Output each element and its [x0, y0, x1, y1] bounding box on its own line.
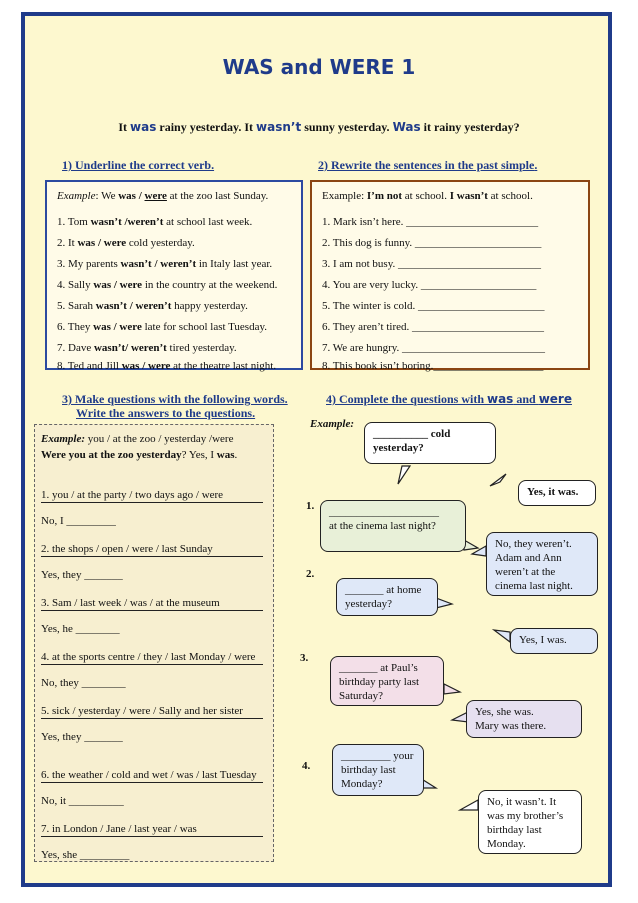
section3-prompt: 4. at the sports centre / they / last Monday / were	[41, 651, 256, 663]
section3-answer: Yes, she _________	[41, 849, 130, 861]
section3-answer: No, I _________	[41, 515, 116, 527]
section2-item: 7. We are hungry. __________________________	[322, 342, 546, 354]
section3-prompt: 5. sick / yesterday / were / Sally and her sister	[41, 705, 243, 717]
section3-prompt: 2. the shops / open / were / last Sunday	[41, 543, 213, 555]
section1-item: 5. Sarah wasn’t / weren’t happy yesterday.	[57, 300, 248, 312]
question-number: 3.	[300, 652, 309, 664]
section2-item: 8. This book isn’t boring.____________________	[322, 360, 544, 372]
answer-bubble-2: Yes, I was.	[510, 628, 598, 654]
example-answer-bubble: Yes, it was.	[518, 480, 596, 506]
section2-item: 4. You are very lucky. _____________________	[322, 279, 537, 291]
section3-prompt: 1. you / at the party / two days ago / were	[41, 489, 224, 501]
section1-heading: 1) Underline the correct verb.	[62, 158, 215, 172]
section1-item: 8. Ted and Jill was / were at the theatre last night.	[57, 360, 277, 372]
section2-example: Example: I’m not at school. I wasn’t at school.	[322, 190, 533, 202]
section2-item: 2. This dog is funny. _______________________	[322, 237, 542, 249]
subtitle: It was rainy yesterday. It wasn’t sunny yesterday. Was it rainy yesterday?	[118, 120, 520, 134]
question-bubble-1: ____________________ at the cinema last night?	[320, 500, 466, 552]
section3-answer: Yes, he ________	[41, 623, 120, 635]
section3-example-answer: Were you at the zoo yesterday? Yes, I was.	[41, 449, 238, 461]
question-number: 2.	[306, 568, 315, 580]
section1-example: Example: We was / were at the zoo last Sunday.	[57, 190, 269, 202]
question-bubble-3: _______ at Paul’s birthday party last Saturday?	[330, 656, 444, 706]
section1-item: 6. They was / were late for school last Tuesday.	[57, 321, 268, 333]
question-bubble-2: _______ at home yesterday?	[336, 578, 438, 616]
question-number: 4.	[302, 760, 311, 772]
answer-bubble-4: No, it wasn’t. It was my brother’s birthday last Monday.	[478, 790, 582, 854]
section3-answer: No, they ________	[41, 677, 126, 689]
question-number: 1.	[306, 500, 315, 512]
section2-item: 5. The winter is cold. _______________________	[322, 300, 545, 312]
section3-answer: No, it __________	[41, 795, 124, 807]
section2-item: 6. They aren’t tired. ________________________	[322, 321, 545, 333]
section4-example-label: Example:	[310, 418, 354, 430]
section3-prompt: 3. Sam / last week / was / at the museum	[41, 597, 220, 609]
example-question-bubble: __________ cold yesterday?	[364, 422, 496, 464]
section2-item: 3. I am not busy. __________________________	[322, 258, 541, 270]
section1-item: 3. My parents wasn’t / weren’t in Italy last year.	[57, 258, 273, 270]
section3-prompt: 7. in London / Jane / last year / was	[41, 823, 197, 835]
section1-item: 4. Sally was / were in the country at the weekend.	[57, 279, 278, 291]
answer-bubble-3: Yes, she was. Mary was there.	[466, 700, 582, 738]
section3-example-prompt: Example: you / at the zoo / yesterday /were	[41, 433, 234, 445]
page-title: WAS and WERE 1	[222, 55, 416, 79]
section3-prompt: 6. the weather / cold and wet / was / last Tuesday	[41, 769, 257, 781]
section2-item: 1. Mark isn’t here. ________________________	[322, 216, 539, 228]
section1-item: 1. Tom wasn’t /weren’t at school last week.	[57, 216, 253, 228]
section3-heading: 3) Make questions with the following words.	[62, 392, 288, 406]
question-bubble-4: _________ your birthday last Monday?	[332, 744, 424, 796]
section3-heading-2: Write the answers to the questions.	[76, 406, 256, 420]
section1-item: 7. Dave wasn’t/ weren’t tired yesterday.	[57, 342, 237, 354]
section4-heading: 4) Complete the questions with was and were	[326, 392, 572, 406]
section3-answer: Yes, they _______	[41, 569, 123, 581]
section2-heading: 2) Rewrite the sentences in the past simple.	[318, 158, 538, 172]
section1-item: 2. It was / were cold yesterday.	[57, 237, 195, 249]
answer-bubble-1: No, they weren’t. Adam and Ann weren’t at the cinema last night.	[486, 532, 598, 596]
section3-answer: Yes, they _______	[41, 731, 123, 743]
